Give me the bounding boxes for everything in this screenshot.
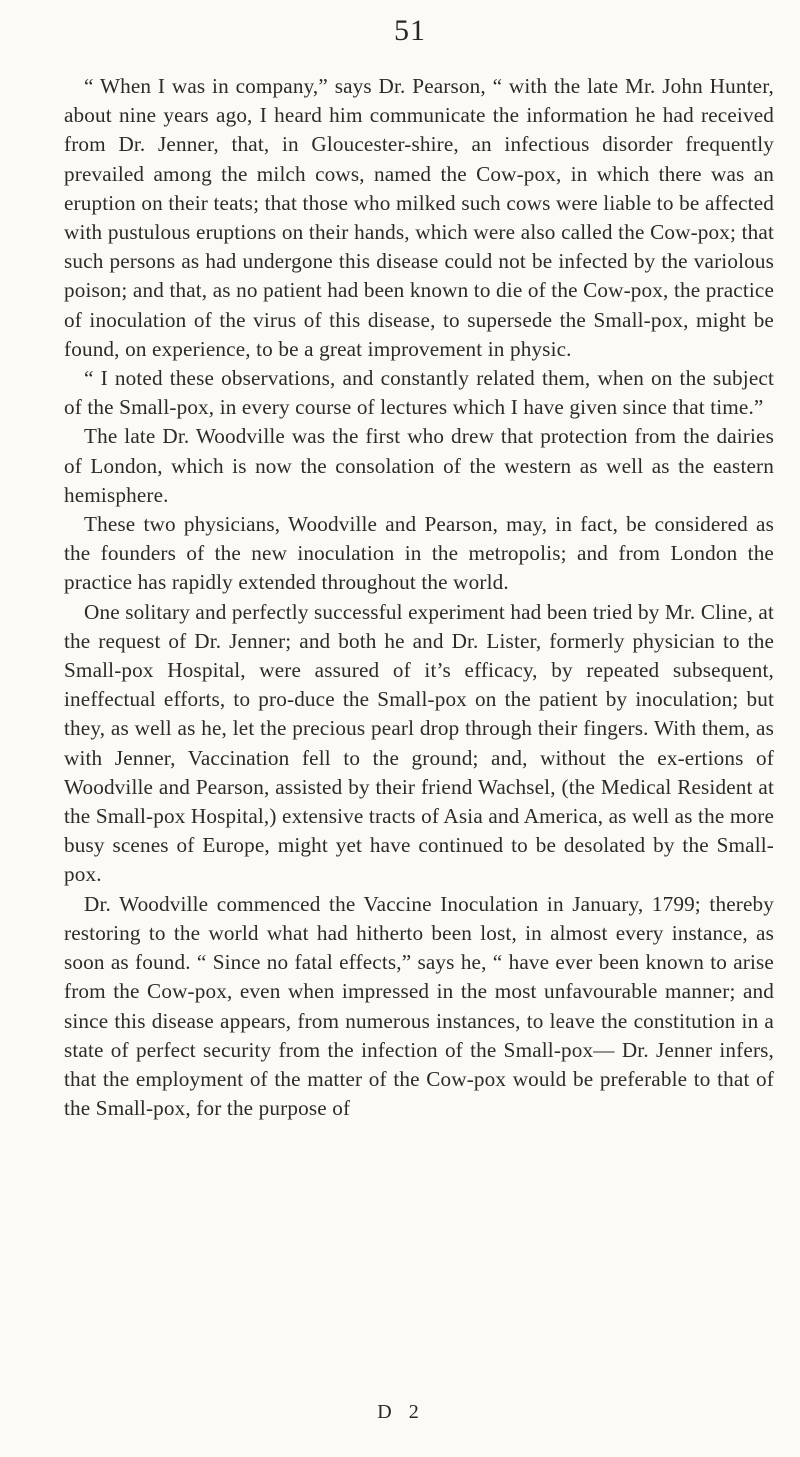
paragraph-woodville-commenced: Dr. Woodville commenced the Vaccine Inoculation in January, 1799; thereby restoring to the world what had hitherto been lost, in almost every instance, as soon as found. “ Since no fatal effects,” says he, “ have ever been known to arise from the Cow-pox, even when impressed in the most unfavourable manner; and since this disease appears, from numerous instances, to leave the constitution in a state of perfect security from the infection of the Small-pox— Dr. Jenner infers, that the employment of the matter of the Cow-pox would be preferable to that of the Small-pox, for the purpose of — [64, 891, 774, 1121]
signature-mark: D 2 — [377, 1401, 425, 1423]
paragraph-cline-experiment: One solitary and perfectly successful experiment had been tried by Mr. Cline, at the request of Dr. Jenner; and both he and Dr. Lister, formerly physician to the Small-pox Hospital, were assured of it’s efficacy, by repeated subsequent, ineffectual efforts, to pro-duce the Small-pox on the patient by inoculation; but they, as well as he, let the precious pearl drop through their fingers. With them, as with Jenner, Vaccination fell to the ground; and, without the ex-ertions of Woodville and Pearson, assisted by their friend Wachsel, (the Medical Resident at the Small-pox Hospital,) extensive tracts of Asia and America, as well as the more busy scenes of Europe, might yet have continued to be desolated by the Small-pox. — [64, 599, 774, 887]
paragraph-woodville-first: The late Dr. Woodville was the first who drew that protection from the dairies of London, which is now the consolation of the western as well as the eastern hemisphere. — [64, 424, 774, 507]
page-number: 51 — [394, 14, 426, 47]
body-text — [64, 72, 774, 1123]
paragraph-pearson-quote: “ When I was in company,” says Dr. Pearson, “ with the late Mr. John Hunter, about nine years ago, I heard him communicate the information he had received from Dr. Jenner, that, in Gloucester-shire, an infectious disorder frequently prevailed among the milch cows, named the Cow-pox, in which there was an eruption on their teats; that those who milked such cows were liable to be affected with pustulous eruptions on their hands, which were also called the Cow-pox; that such persons as had undergone this disease could not be infected by the variolous poison; and that, as no patient had been known to die of the Cow-pox, the practice of inoculation of the virus of this disease, to supersede the Small-pox, might be found, on experience, to be a great improvement in physic. — [64, 74, 774, 361]
paragraph-noted-observations: “ I noted these observations, and constantly related them, when on the subject of the Small-pox, in every course of lectures which I have given since that time.” — [64, 366, 774, 420]
paragraph-founders: These two physicians, Woodville and Pearson, may, in fact, be considered as the founders of the new inoculation in the metropolis; and from London the practice has rapidly extended throughout the world. — [64, 512, 774, 595]
